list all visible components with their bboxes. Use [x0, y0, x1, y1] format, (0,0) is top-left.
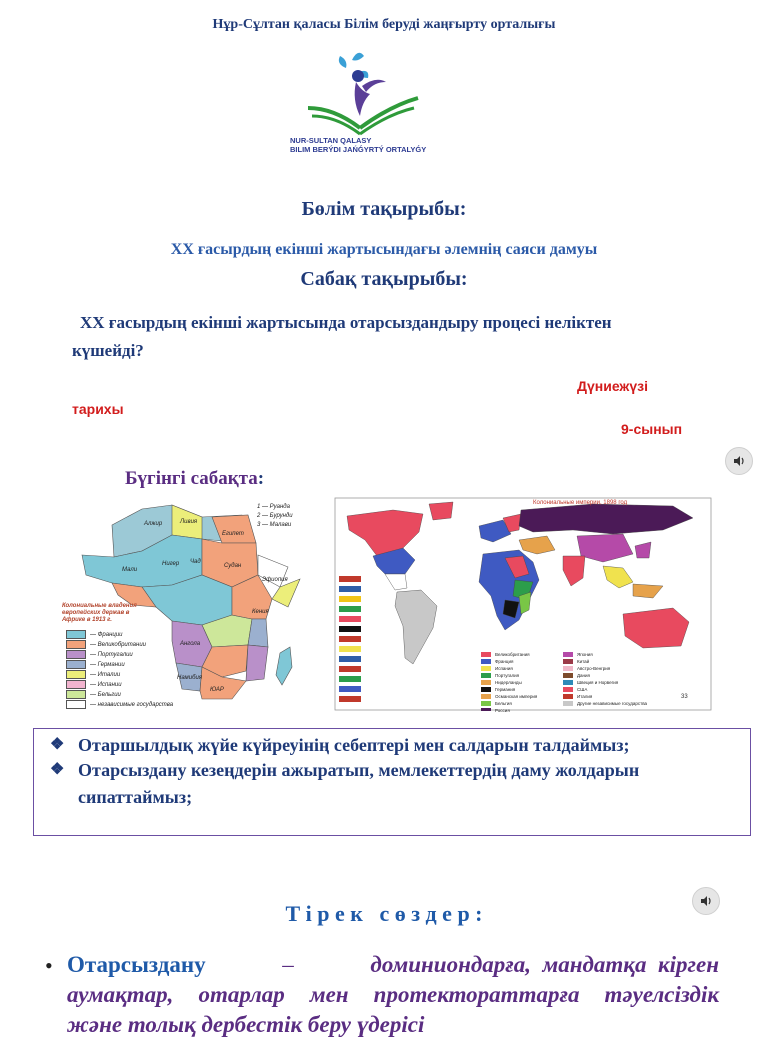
logo-text	[290, 136, 440, 154]
legend-row	[66, 650, 133, 659]
legend-row	[66, 700, 173, 709]
legend-row	[66, 640, 146, 649]
legend-swatch	[66, 670, 86, 679]
section-label: Бөлім тақырыбы:	[301, 198, 467, 220]
svg-text:Кения: Кения	[252, 609, 269, 615]
today-heading	[125, 468, 264, 490]
africa-colonial-map	[52, 495, 310, 710]
definition-text-2: аумақтар, отарлар мен протектораттарға тәуелсіздік	[67, 982, 719, 1007]
legend-label: — Франции	[90, 631, 123, 638]
world-map-page-number: 33	[681, 694, 688, 700]
logo-line-2: BILIM BERÝDI JAŃǴYRTÝ ORTALYǴY	[290, 145, 427, 154]
svg-text:Ангола: Ангола	[180, 641, 201, 647]
world-legend-item: Португалия	[495, 673, 520, 678]
keyword-dash: –	[282, 952, 294, 977]
world-legend-item: Бельгия	[495, 701, 512, 706]
svg-text:Намибия: Намибия	[177, 675, 203, 681]
today-label: Бүгінгі сабақта	[125, 468, 258, 489]
world-legend-item: Россия	[495, 708, 510, 713]
legend-swatch	[66, 630, 86, 639]
svg-text:Мали: Мали	[122, 567, 138, 573]
definition-text-1: доминиондарға, мандатқа кірген	[370, 952, 719, 977]
legend-label: — Бельгии	[90, 691, 121, 698]
africa-map-inset-legend	[257, 503, 293, 530]
world-legend-item: Нидерланды	[495, 680, 522, 685]
subject-name-part-2: тарихы	[72, 401, 124, 417]
section-title: ХХ ғасырдың екінші жартысындағы әлемнің саяси дамуы	[170, 241, 598, 258]
svg-text:Судан: Судан	[224, 563, 242, 569]
world-legend-item: Другие независимые государства	[577, 701, 648, 706]
svg-text:Алжир: Алжир	[144, 521, 163, 527]
definition-line-1	[67, 950, 719, 980]
world-legend-item: Китай	[577, 659, 590, 664]
diamond-bullet-icon: ❖	[50, 736, 65, 753]
lesson-title-line-2: күшейді?	[72, 341, 144, 360]
goal-text-2-line-2: сипаттаймыз;	[78, 787, 193, 807]
org-logo	[290, 42, 430, 162]
grade-label: 9-сынып	[621, 421, 683, 434]
legend-label: — Испании	[90, 681, 122, 688]
svg-text:ЮАР: ЮАР	[210, 687, 224, 693]
keywords-title: Т і р е к с ө з д е р :	[285, 901, 483, 926]
goal-text-1: Отаршылдық жүйе күйреуінің себептері мен салдарын талдаймыз;	[78, 735, 630, 755]
world-colonial-map	[333, 496, 713, 712]
legend-swatch	[66, 680, 86, 689]
legend-label: — Португалии	[90, 651, 133, 658]
svg-text:Египет: Египет	[222, 531, 244, 537]
world-map-legend-left	[495, 651, 537, 714]
svg-text:Нигер: Нигер	[162, 561, 180, 567]
logo-line-1: NUR-SULTAN QALASY	[290, 136, 372, 145]
legend-swatch	[66, 640, 86, 649]
lesson-label: Сабақ тақырыбы:	[300, 268, 468, 290]
world-legend-item: Испания	[495, 666, 513, 671]
world-legend-item: Австро-Венгрия	[577, 666, 611, 671]
world-map-title: Колониальные империи, 1898 год	[533, 500, 628, 506]
world-legend-item: США	[577, 687, 588, 692]
legend-label: — Германии	[90, 661, 125, 668]
world-legend-item: Османская империя	[495, 694, 538, 699]
grade-clip	[600, 420, 700, 434]
organization-title: Нұр-Сұлтан қаласы Білім беруді жаңғырту орталығы	[212, 17, 556, 32]
inset-item-3: 3 — Малави	[257, 522, 292, 528]
svg-text:Чад: Чад	[190, 559, 201, 565]
definition-text-3: және толық дербестік беру үдерісі	[67, 1012, 425, 1037]
legend-label: — Великобритании	[90, 641, 146, 648]
legend-swatch	[66, 660, 86, 669]
svg-text:Ливия: Ливия	[180, 519, 198, 525]
subject-name-part-1: Дүниежүзі	[577, 378, 648, 394]
lesson-title-line-1: ХХ ғасырдың екінші жартысында отарсыздандыру процесі неліктен	[80, 313, 612, 332]
inset-item-2: 2 — Бурунди	[257, 513, 293, 519]
legend-label: — независимые государства	[90, 701, 174, 708]
svg-text:Эфиопия: Эфиопия	[262, 577, 288, 583]
world-map-legend-right	[577, 651, 647, 707]
keyword-term: Отарсыздану	[67, 952, 206, 977]
world-legend-item: Дания	[577, 673, 590, 678]
world-legend-item: Япония	[577, 652, 593, 657]
speaker-icon	[732, 454, 746, 468]
world-legend-item: Швеция и Норвегия	[577, 680, 619, 685]
legend-row	[66, 660, 125, 669]
world-legend-item: Франция	[495, 659, 514, 664]
goal-text-2-line-1: Отарсыздану кезеңдерін ажыратып, мемлекеттердің даму жолдарын	[78, 760, 640, 780]
legend-swatch	[66, 690, 86, 699]
inset-item-1: 1 — Руанда	[257, 504, 290, 510]
diamond-bullet-icon: ❖	[50, 761, 65, 778]
legend-row	[66, 690, 121, 699]
world-legend-item: Италия	[577, 694, 593, 699]
lesson-goals-box	[33, 728, 751, 836]
africa-map-legend-title: Колониальные владения европейских держав в Африке в 1913 г.	[62, 603, 137, 623]
legend-swatch	[66, 650, 86, 659]
today-colon: :	[257, 468, 265, 489]
legend-label: — Италии	[90, 671, 121, 678]
keyword-definition	[67, 950, 719, 1040]
legend-row	[66, 630, 123, 639]
africa-map-legend	[66, 630, 186, 708]
legend-row	[66, 670, 120, 679]
legend-row	[66, 680, 122, 689]
world-legend-item: Великобритания	[495, 652, 530, 657]
bullet-icon: •	[45, 953, 53, 978]
world-legend-item: Германия	[495, 687, 516, 692]
audio-play-button[interactable]	[725, 447, 753, 475]
legend-swatch	[66, 700, 86, 709]
